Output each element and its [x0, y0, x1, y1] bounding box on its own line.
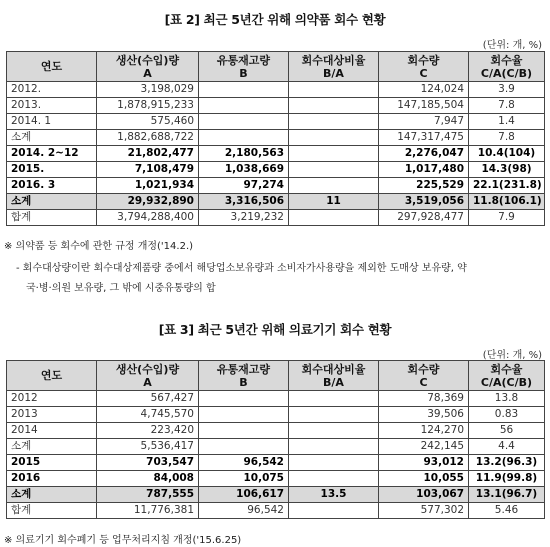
cell-ba — [289, 455, 379, 471]
cell-year: 소계 — [7, 130, 97, 146]
cell-ba: 13.5 — [289, 487, 379, 503]
table-row — [7, 178, 545, 194]
cell-b: 1,038,669 — [199, 162, 289, 178]
cell-rate: 13.1(96.7) — [469, 487, 545, 503]
cell-rate: 13.8 — [469, 391, 545, 407]
cell-a: 21,802,477 — [97, 146, 199, 162]
cell-b: 3,219,232 — [199, 210, 289, 226]
table1-unit: (단위: 개, %) — [482, 40, 542, 51]
cell-rate: 5.46 — [469, 503, 545, 519]
table1-header-0-label: 연도 — [40, 60, 63, 73]
cell-a: 575,460 — [97, 114, 199, 130]
table2-header-2-label: 유통재고량 — [216, 362, 271, 376]
cell-ba — [289, 178, 379, 194]
cell-c: 124,270 — [379, 423, 469, 439]
cell-year: 소계 — [7, 439, 97, 455]
table2-note-1: ※ 의료기기 회수폐기 등 업무처리지침 개정('15.6.25) — [4, 535, 242, 546]
table2-header-0-label: 연도 — [40, 369, 63, 382]
table1-note-1: ※ 의약품 등 회수에 관한 규정 개정('14.2.) — [4, 241, 194, 252]
cell-ba — [289, 98, 379, 114]
table2-caption: [표 3] 최근 5년간 위해 의료기기 회수 현황 — [158, 322, 392, 337]
cell-ba — [289, 146, 379, 162]
cell-year: 2012 — [7, 391, 97, 407]
table1-header-4 — [379, 52, 469, 82]
cell-c: 39,506 — [379, 407, 469, 423]
table2 — [6, 360, 545, 519]
table-row — [7, 210, 545, 226]
table2-header-2 — [199, 361, 289, 391]
table1-header-3-sub: B/A — [323, 66, 344, 80]
table2-header-5-label: 회수율 — [490, 362, 523, 376]
cell-rate: 13.2(96.3) — [469, 455, 545, 471]
cell-b — [199, 407, 289, 423]
cell-c: 78,369 — [379, 391, 469, 407]
table1-header-row — [7, 52, 545, 82]
cell-b: 3,316,506 — [199, 194, 289, 210]
table2-header-4-label: 회수량 — [407, 362, 440, 376]
cell-rate: 10.4(104) — [469, 146, 545, 162]
cell-year: 2014. 1 — [7, 114, 97, 130]
cell-a: 703,547 — [97, 455, 199, 471]
cell-a: 787,555 — [97, 487, 199, 503]
cell-c: 93,012 — [379, 455, 469, 471]
cell-year: 소계 — [7, 487, 97, 503]
table-row — [7, 130, 545, 146]
cell-ba — [289, 162, 379, 178]
cell-rate: 1.4 — [469, 114, 545, 130]
table1-header-2-label: 유통재고량 — [216, 53, 271, 67]
cell-c: 577,302 — [379, 503, 469, 519]
table1-header-1-label: 생산(수입)량 — [115, 53, 180, 67]
table-row — [7, 162, 545, 178]
cell-rate: 22.1(231.8) — [469, 178, 545, 194]
cell-ba — [289, 439, 379, 455]
cell-b — [199, 82, 289, 98]
cell-year: 합계 — [7, 210, 97, 226]
cell-year: 2013 — [7, 407, 97, 423]
table1-header-5-sub: C/A(C/B) — [480, 66, 533, 80]
cell-rate: 0.83 — [469, 407, 545, 423]
table-row — [7, 439, 545, 455]
table2-header-1 — [97, 361, 199, 391]
cell-c: 124,024 — [379, 82, 469, 98]
cell-ba — [289, 391, 379, 407]
table1 — [6, 51, 545, 226]
table-row — [7, 455, 545, 471]
table2-unit: (단위: 개, %) — [482, 350, 542, 361]
cell-a: 567,427 — [97, 391, 199, 407]
cell-a: 1,878,915,233 — [97, 98, 199, 114]
cell-a: 3,198,029 — [97, 82, 199, 98]
cell-b: 2,180,563 — [199, 146, 289, 162]
cell-c: 103,067 — [379, 487, 469, 503]
cell-year: 2013. — [7, 98, 97, 114]
cell-a: 1,021,934 — [97, 178, 199, 194]
table1-header-2 — [199, 52, 289, 82]
table-row — [7, 114, 545, 130]
table-row — [7, 391, 545, 407]
cell-rate: 3.9 — [469, 82, 545, 98]
table2-header-4 — [379, 361, 469, 391]
table1-header-4-sub: C — [419, 66, 428, 80]
cell-ba — [289, 210, 379, 226]
cell-ba — [289, 423, 379, 439]
cell-rate: 7.8 — [469, 98, 545, 114]
cell-a: 84,008 — [97, 471, 199, 487]
table2-body — [7, 391, 545, 519]
table2-header-3 — [289, 361, 379, 391]
cell-year: 2016 — [7, 471, 97, 487]
table1-header-4-label: 회수량 — [407, 53, 440, 67]
cell-year: 소계 — [7, 194, 97, 210]
cell-b: 96,542 — [199, 455, 289, 471]
cell-ba — [289, 82, 379, 98]
cell-ba — [289, 114, 379, 130]
table1-header-1-sub: A — [143, 66, 152, 80]
cell-rate: 56 — [469, 423, 545, 439]
table2-header-row — [7, 361, 545, 391]
table1-header-5 — [469, 52, 545, 82]
cell-a: 5,536,417 — [97, 439, 199, 455]
cell-a: 29,932,890 — [97, 194, 199, 210]
cell-ba — [289, 130, 379, 146]
cell-c: 1,017,480 — [379, 162, 469, 178]
cell-c: 10,055 — [379, 471, 469, 487]
cell-b — [199, 439, 289, 455]
table-row — [7, 503, 545, 519]
cell-c: 147,317,475 — [379, 130, 469, 146]
table2-header-3-sub: B/A — [323, 375, 344, 389]
table2-header-3-label: 회수대상비율 — [301, 362, 366, 376]
table-row — [7, 423, 545, 439]
cell-c: 147,185,504 — [379, 98, 469, 114]
cell-a: 1,882,688,722 — [97, 130, 199, 146]
cell-rate: 11.9(99.8) — [469, 471, 545, 487]
table2-header-5-sub: C/A(C/B) — [480, 375, 533, 389]
cell-b: 97,274 — [199, 178, 289, 194]
table-row — [7, 194, 545, 210]
cell-ba — [289, 471, 379, 487]
table2-header-5 — [469, 361, 545, 391]
cell-b: 10,075 — [199, 471, 289, 487]
cell-rate: 7.9 — [469, 210, 545, 226]
cell-a: 11,776,381 — [97, 503, 199, 519]
cell-c: 297,928,477 — [379, 210, 469, 226]
table-row — [7, 407, 545, 423]
cell-year: 2012. — [7, 82, 97, 98]
table-row — [7, 98, 545, 114]
cell-c: 7,947 — [379, 114, 469, 130]
cell-c: 242,145 — [379, 439, 469, 455]
cell-ba: 11 — [289, 194, 379, 210]
table1-header-5-label: 회수율 — [490, 53, 523, 67]
cell-c: 3,519,056 — [379, 194, 469, 210]
cell-b — [199, 114, 289, 130]
table2-header-0 — [7, 361, 97, 391]
cell-year: 2014. 2~12 — [7, 146, 97, 162]
cell-b — [199, 391, 289, 407]
table1-header-0 — [7, 52, 97, 82]
cell-b: 96,542 — [199, 503, 289, 519]
table1-header-3 — [289, 52, 379, 82]
cell-a: 4,745,570 — [97, 407, 199, 423]
cell-year: 2014 — [7, 423, 97, 439]
table-row — [7, 146, 545, 162]
table1-caption: [표 2] 최근 5년간 위해 의약품 회수 현황 — [164, 12, 386, 27]
table2-header-2-sub: B — [239, 375, 248, 389]
cell-b: 106,617 — [199, 487, 289, 503]
cell-rate: 14.3(98) — [469, 162, 545, 178]
cell-rate: 4.4 — [469, 439, 545, 455]
table-row — [7, 487, 545, 503]
table1-header-2-sub: B — [239, 66, 248, 80]
cell-b — [199, 130, 289, 146]
cell-a: 223,420 — [97, 423, 199, 439]
cell-rate: 7.8 — [469, 130, 545, 146]
cell-year: 2015. — [7, 162, 97, 178]
cell-year: 2015 — [7, 455, 97, 471]
table1-header-1 — [97, 52, 199, 82]
table1-header-3-label: 회수대상비율 — [301, 53, 366, 67]
cell-rate: 11.8(106.1) — [469, 194, 545, 210]
cell-c: 2,276,047 — [379, 146, 469, 162]
table2-header-1-label: 생산(수입)량 — [115, 362, 180, 376]
cell-ba — [289, 407, 379, 423]
table-row — [7, 82, 545, 98]
table1-note-2: - 회수대상량이란 회수대상제품량 중에서 해당업소보유량과 소비자가사용량을 제외한 도매상 보유량, 약 — [16, 263, 467, 274]
cell-c: 225,529 — [379, 178, 469, 194]
table2-header-1-sub: A — [143, 375, 152, 389]
table-row — [7, 471, 545, 487]
table1-body — [7, 82, 545, 226]
cell-b — [199, 98, 289, 114]
cell-a: 7,108,479 — [97, 162, 199, 178]
cell-b — [199, 423, 289, 439]
cell-ba — [289, 503, 379, 519]
cell-year: 2016. 3 — [7, 178, 97, 194]
cell-year: 합계 — [7, 503, 97, 519]
cell-a: 3,794,288,400 — [97, 210, 199, 226]
table1-note-3: 국·병·의원 보유량, 그 밖에 시중유통량의 합 — [26, 283, 216, 294]
table2-header-4-sub: C — [419, 375, 428, 389]
